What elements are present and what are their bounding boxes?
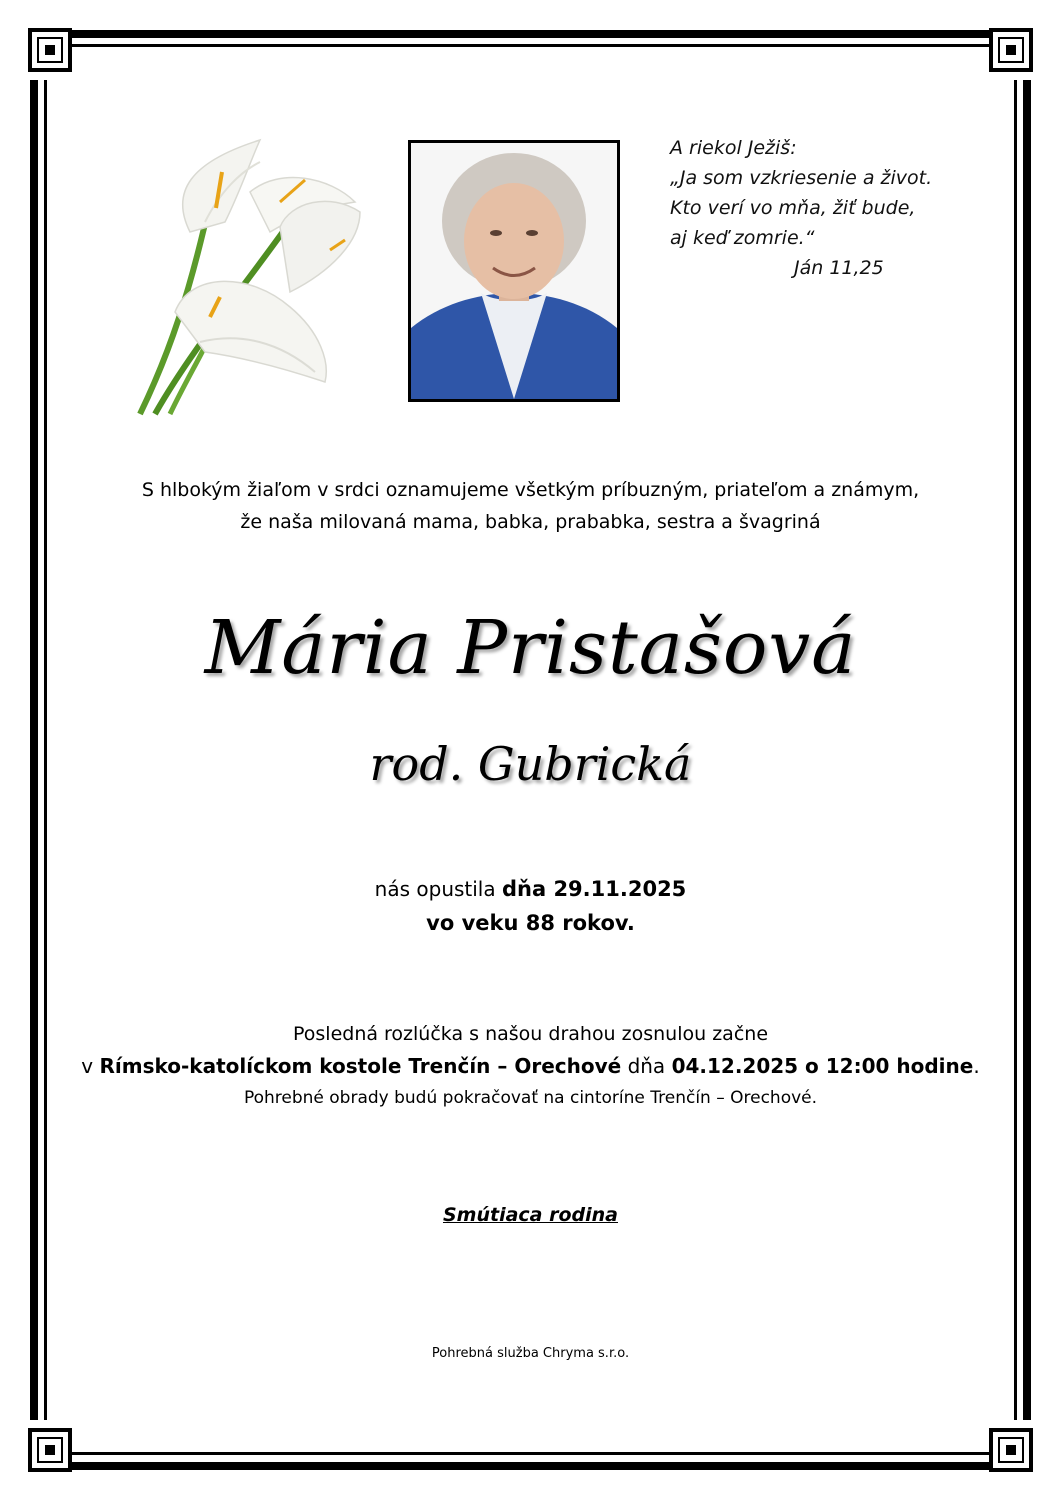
death-date-line	[0, 872, 1061, 906]
portrait-photo	[408, 140, 620, 402]
frame-corner-top-right	[989, 28, 1033, 72]
announcement-line-1: S hlbokým žiaľom v srdci oznamujeme všetkým príbuzným, priateľom a známym,	[141, 479, 920, 501]
deceased-name: Mária Pristašová	[204, 605, 857, 691]
maiden-name: rod. Gubrická	[369, 737, 692, 791]
family-signature: Smútiaca rodina	[442, 1204, 618, 1226]
quote-line-2: Kto verí vo mňa, žiť bude,	[670, 197, 916, 219]
frame-corner-bottom-right	[989, 1428, 1033, 1472]
funeral-line-1: Posledná rozlúčka s našou drahou zosnulou začne	[292, 1023, 769, 1045]
frame-corner-top-left	[28, 28, 72, 72]
funeral-info	[0, 1018, 1061, 1114]
death-date: dňa 29.11.2025	[501, 877, 687, 901]
calla-lily-icon	[130, 132, 375, 417]
portrait-illustration	[411, 143, 617, 399]
death-info	[0, 872, 1061, 940]
funeral-service-footer: Pohrebná služba Chryma s.r.o.	[431, 1346, 630, 1361]
frame-top-inner	[72, 44, 989, 47]
death-age: vo veku 88 rokov.	[426, 911, 635, 935]
funeral-location: Rímsko-katolíckom kostole Trenčín – Orechové	[99, 1054, 622, 1078]
quote-line-1: „Ja som vzkriesenie a život.	[670, 167, 933, 189]
funeral-datetime: 04.12.2025 o 12:00 hodine	[671, 1054, 974, 1078]
frame-bottom-inner	[72, 1452, 989, 1455]
funeral-line-3: Pohrebné obrady budú pokračovať na cintoríne Trenčín – Orechové.	[243, 1088, 818, 1108]
frame-bottom-outer	[72, 1462, 989, 1470]
announcement	[0, 474, 1061, 538]
announcement-line-2: že naša milovaná mama, babka, prababka, sestra a švagriná	[240, 511, 821, 533]
frame-top-outer	[72, 30, 989, 38]
quote-intro: A riekol Ježiš:	[670, 137, 797, 159]
bible-quote	[670, 133, 932, 283]
quote-line-3: aj keď zomrie.“	[670, 227, 815, 249]
funeral-line-2	[0, 1050, 1061, 1082]
death-prefix: nás opustila	[374, 877, 496, 901]
funeral-end: .	[973, 1054, 980, 1078]
quote-reference: Ján 11,25	[794, 257, 884, 279]
funeral-mid: dňa	[627, 1054, 666, 1078]
frame-corner-bottom-left	[28, 1428, 72, 1472]
funeral-prefix: v	[81, 1054, 94, 1078]
